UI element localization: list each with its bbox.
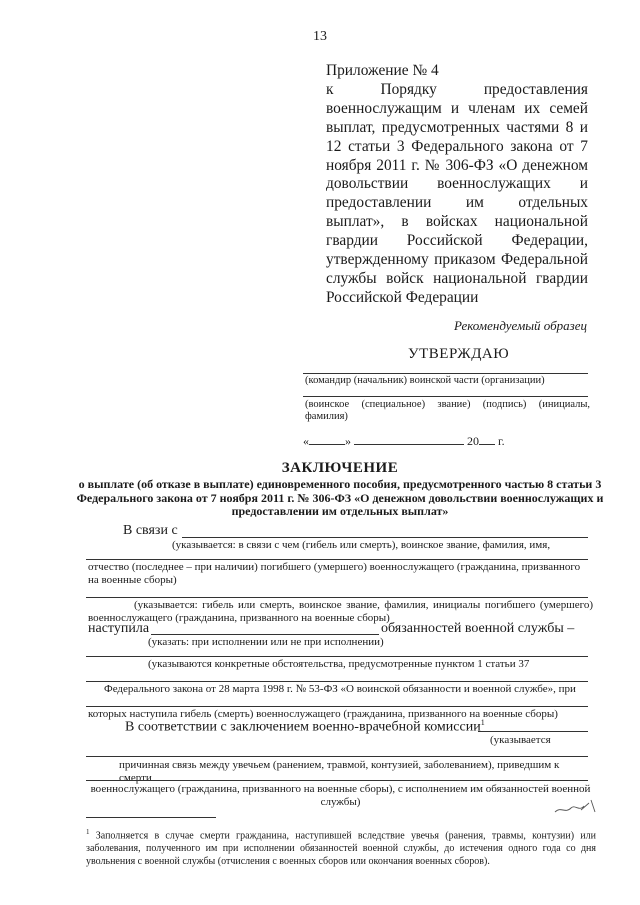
duties-label: обязанностей военной службы – <box>381 621 575 636</box>
causal-line-2 <box>86 780 588 781</box>
date-year-suffix: г. <box>498 434 505 448</box>
appendix-block <box>326 62 588 308</box>
in-connection-label: В связи с <box>123 523 178 538</box>
handwritten-mark <box>551 794 601 820</box>
recommended-sample: Рекомендуемый образец <box>453 318 587 333</box>
date-close-quote: » <box>345 434 351 448</box>
caption-2: отчество (последнее – при наличии) погибшего (умершего) военнослужащего (гражданина, призванного на военные сборы) <box>88 561 581 586</box>
according-text: В соответствии с заключением военно-врачебной комиссии <box>125 719 481 735</box>
date-day-blank <box>309 433 345 445</box>
causal-line <box>86 756 588 757</box>
conclusion-title: ЗАКЛЮЧЕНИЕ <box>281 460 399 476</box>
occurred-label: наступила <box>88 621 150 636</box>
caption-10: военнослужащего (гражданина, призванного на военные сборы), с исполнением им обязанностей военной службы) <box>90 783 591 808</box>
caption-9: причинная связь между увечьем (ранением, травмой, контузией, заболеванием), приведшим к смерти <box>119 759 560 784</box>
law-line <box>86 681 588 682</box>
date-year-blank <box>479 433 495 445</box>
circumstances-line <box>86 656 588 657</box>
caption-4: (указать: при исполнении или не при исполнении) <box>148 636 384 648</box>
circumstances-line-2 <box>86 706 588 707</box>
commander-line <box>303 373 588 374</box>
caption-8: (указывается <box>490 734 551 746</box>
caption-1: (указывается: в связи с чем (гибель или смерть), воинское звание, фамилия, имя, <box>172 539 551 551</box>
commander-caption: (командир (начальник) воинской части (организации) <box>305 375 545 386</box>
caption-7: которых наступила гибель (смерть) военнослужащего (гражданина, призванного на военные сборы) <box>88 708 558 720</box>
rank-caption: (воинское (специальное) звание) (подпись) (инициалы, фамилия) <box>305 399 590 422</box>
date-year: 20 <box>467 434 479 448</box>
according-label <box>125 718 485 736</box>
vvk-line <box>478 731 588 732</box>
date-month-blank <box>354 433 464 445</box>
date-open-quote: « <box>303 434 309 448</box>
footnote-rule <box>86 817 216 818</box>
caption-3: (указывается: гибель или смерть, воинское звание, фамилия, инициалы погибшего (умершего) военнослужащего (гражданина, призванного на военные сборы) <box>88 599 593 624</box>
footnote-mark: 1 <box>86 828 90 836</box>
page-number: 13 <box>313 29 327 44</box>
conclusion-subtitle: о выплате (об отказе в выплате) единовременного пособия, предусмотренного частью 8 статьи 3 Федерального закона от 7 ноября 2011 г. № 306-ФЗ «О денежном довольствии военнослужащих и предоставлении им отдельных выплат» <box>76 477 604 518</box>
appendix-body: к Порядку предоставления военнослужащим и членам их семей выплат, предусмотренных частями 8 и 12 статьи 3 Федерального закона от 7 ноября 2011 г. № 306-ФЗ «О денежном довольствии военнослужащих и предоставлении им отдельных выплат», в войсках национальной гвардии Российской Федерации, утвержденному приказом Федеральной службы войск национальной гвардии Российской Федерации <box>326 80 588 306</box>
name-line <box>86 559 588 560</box>
caption-6: Федерального закона от 28 марта 1998 г. № 53-ФЗ «О воинской обязанности и военной службе», при <box>104 683 576 695</box>
occurred-line <box>151 634 379 635</box>
victim-line <box>86 597 588 598</box>
in-connection-line <box>182 537 588 538</box>
rank-line <box>303 396 588 397</box>
appendix-title: Приложение № 4 <box>326 62 439 79</box>
date-line <box>303 433 593 449</box>
approve-heading: УТВЕРЖДАЮ <box>408 346 510 362</box>
footnote-mark-ref: 1 <box>480 718 485 727</box>
footnote <box>86 826 596 868</box>
footnote-text: Заполняется в случае смерти гражданина, наступившей вследствие увечья (ранения, травмы, контузии) или заболевания, полученного им при исполнении обязанностей военной службы, до истечения одного года со дня увольнения с военной службы (отчисления с военных сборов или окончания военных сборов). <box>86 830 596 868</box>
caption-5: (указываются конкретные обстоятельства, предусмотренные пунктом 1 статьи 37 <box>148 658 530 670</box>
